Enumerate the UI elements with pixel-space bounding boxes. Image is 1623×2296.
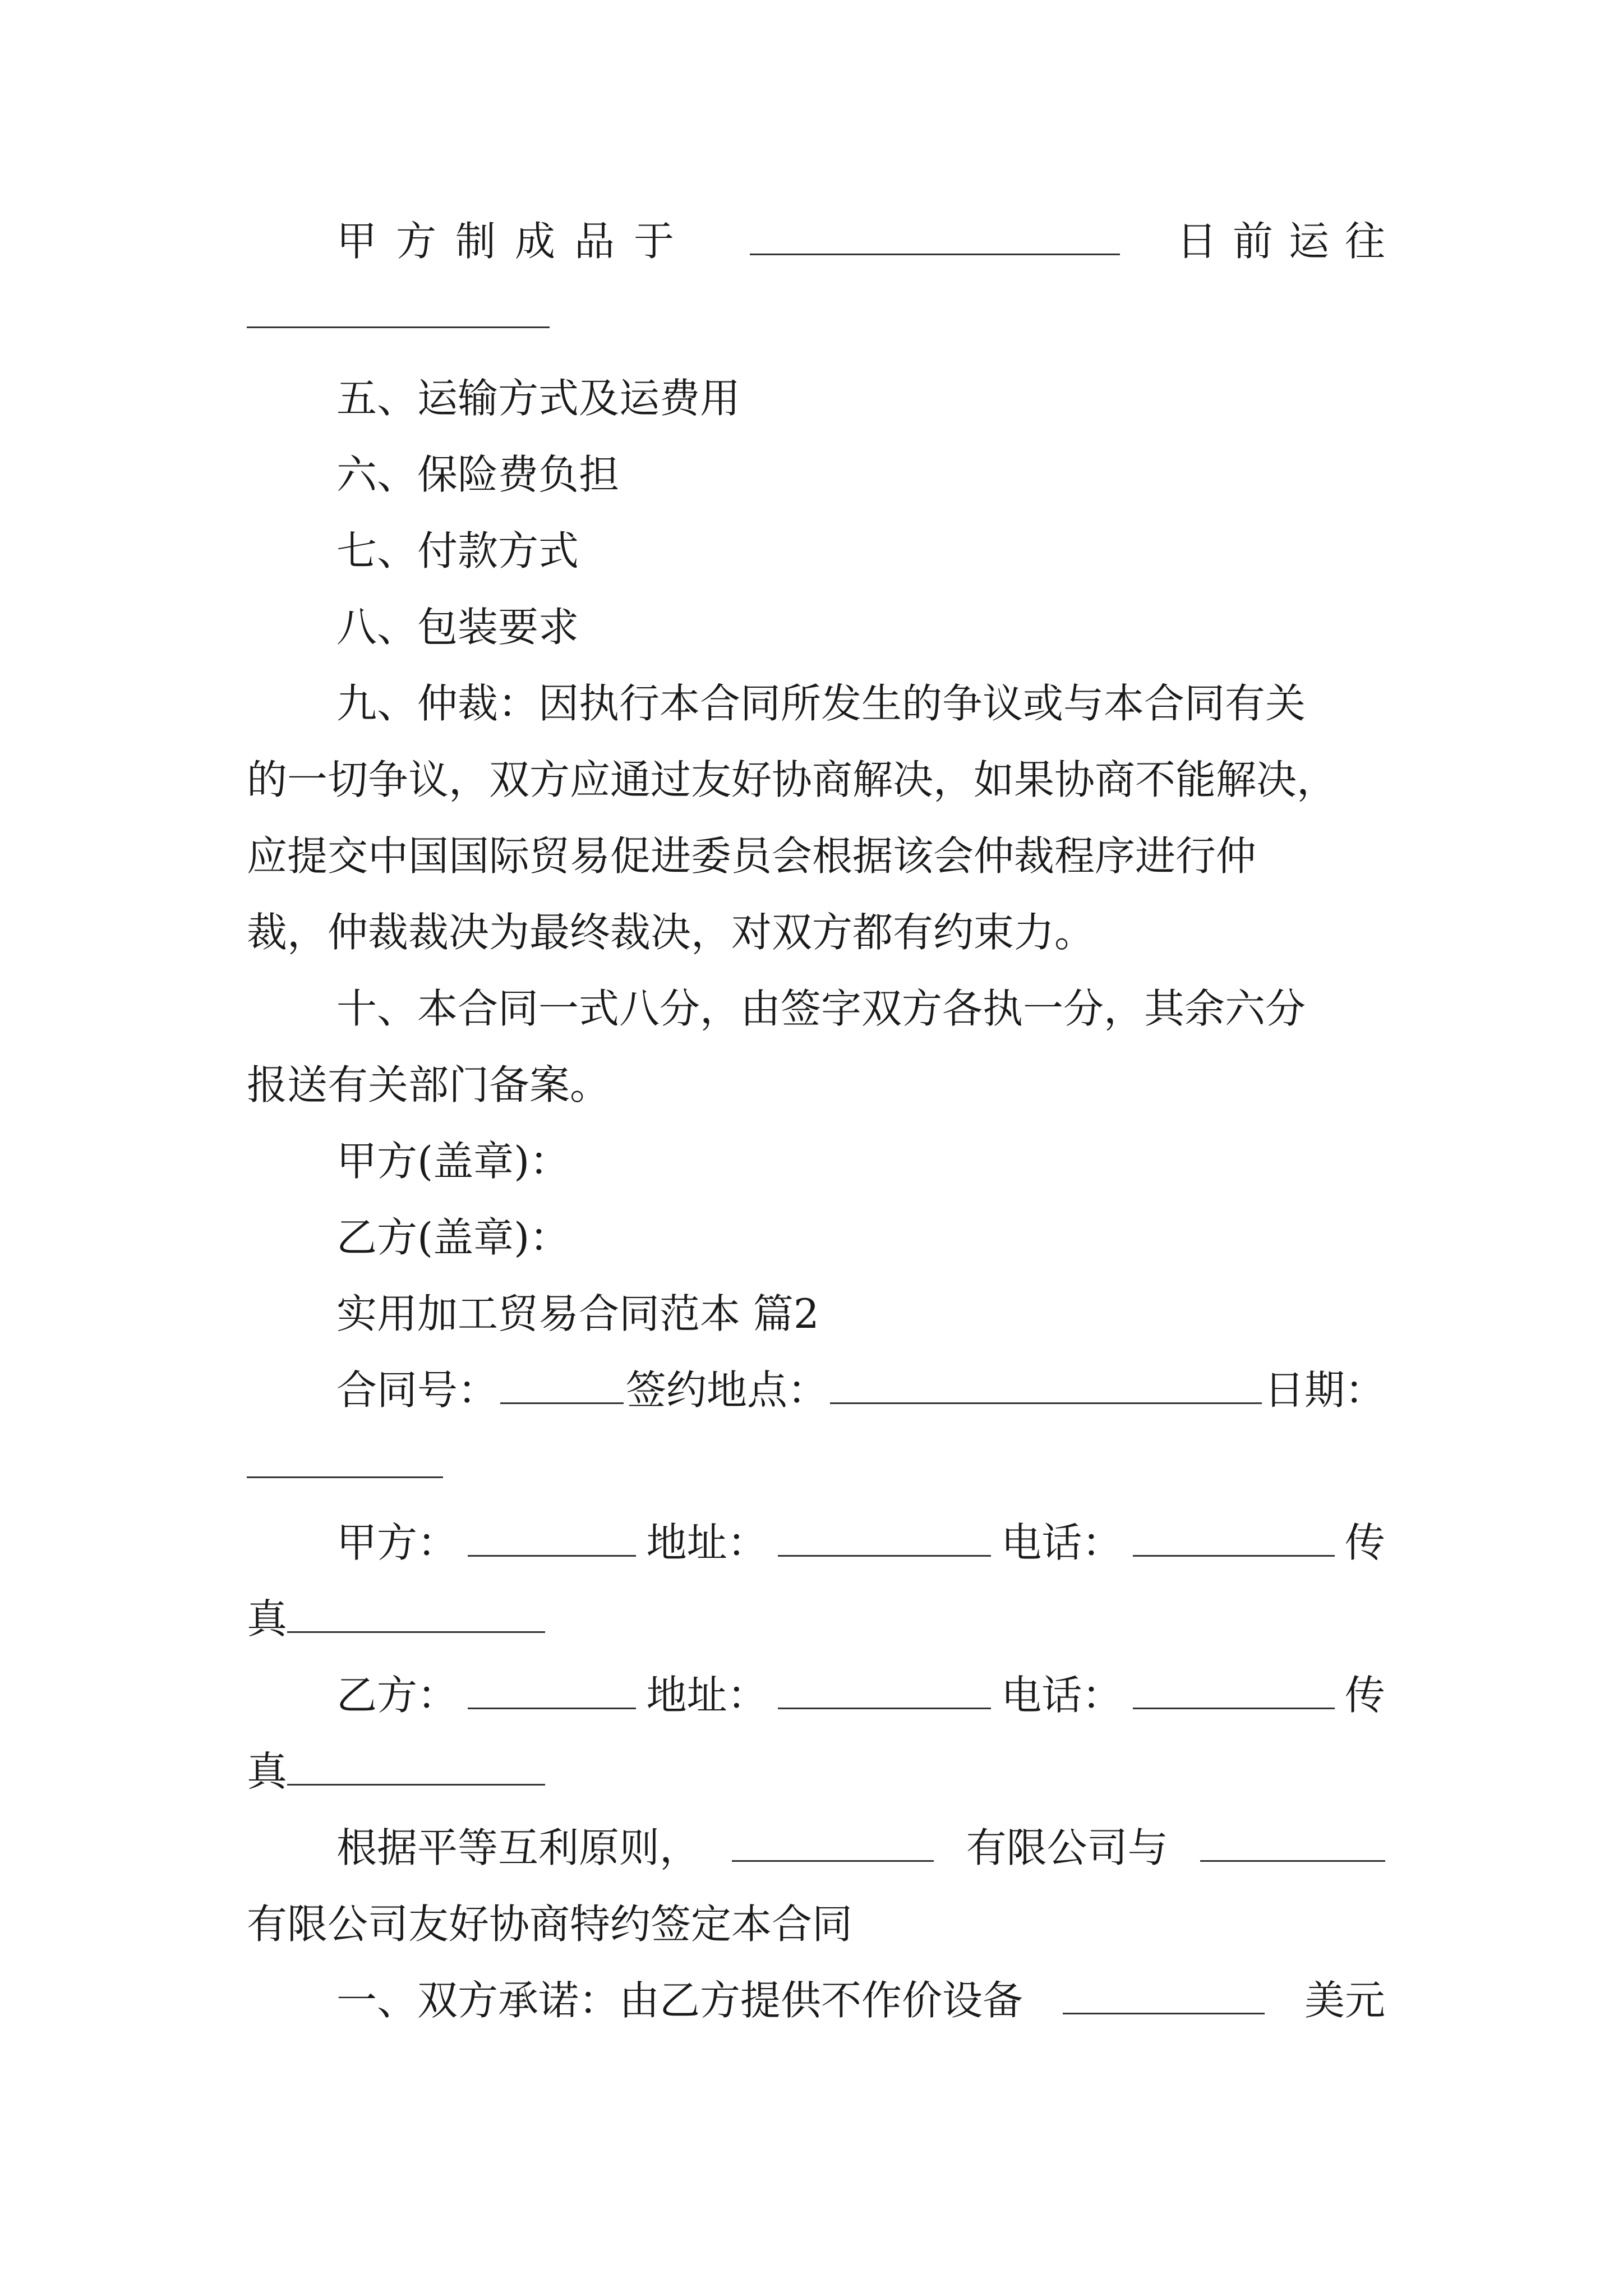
party-b-address-label: 地址： bbox=[646, 1672, 768, 1719]
date-line bbox=[247, 1436, 1385, 1492]
clause-1-text: 一、双方承诺：由乙方提供不作价设备 bbox=[336, 1977, 1023, 2024]
party-a-label: 甲方： bbox=[336, 1519, 458, 1566]
party-b-fax-label-2: 真 bbox=[247, 1748, 288, 1795]
party-b-label: 乙方： bbox=[336, 1672, 458, 1719]
delivery-text: 甲方制成品于 bbox=[336, 218, 694, 265]
delivery-destination-line bbox=[247, 286, 1385, 342]
basis-line-2: 有限公司友好协商特约签定本合同 bbox=[247, 1901, 853, 1948]
basis-text-2: 有限公司与 bbox=[966, 1824, 1168, 1871]
clause-9-line-1: 九、仲裁：因执行本合同所发生的争议或与本合同有关 bbox=[336, 680, 1306, 727]
party-b-fax-blank bbox=[287, 1743, 545, 1786]
clause-10-line-1: 十、本合同一式八分，由签字双方各执一分，其余六分 bbox=[336, 985, 1306, 1032]
party-b-phone-label: 电话： bbox=[1001, 1672, 1123, 1719]
party-a-name-blank bbox=[468, 1515, 636, 1557]
clause-9-line-2: 的一切争议，双方应通过友好协商解决，如果协商不能解决， bbox=[247, 756, 1338, 803]
currency-label: 美元 bbox=[1304, 1977, 1385, 2024]
clause-7: 七、付款方式 bbox=[336, 527, 579, 574]
clause-8: 八、包装要求 bbox=[336, 604, 579, 651]
sign-place-blank bbox=[830, 1362, 1262, 1404]
basis-line-1 bbox=[336, 1820, 1385, 1876]
party-b-name-blank bbox=[468, 1667, 636, 1709]
section-title-2: 实用加工贸易合同范本 篇2 bbox=[336, 1290, 819, 1337]
clause-9-line-4: 裁，仲裁裁决为最终裁决，对双方都有约束力。 bbox=[247, 909, 1095, 956]
party-a-fax-blank bbox=[287, 1591, 545, 1633]
equipment-value-blank bbox=[1063, 1972, 1265, 2014]
company-a-blank bbox=[732, 1820, 934, 1862]
party-b-seal: 乙方(盖章)： bbox=[336, 1214, 570, 1261]
clause-6: 六、保险费负担 bbox=[336, 451, 620, 498]
company-b-blank bbox=[1200, 1820, 1385, 1862]
contract-no-blank bbox=[500, 1362, 624, 1404]
party-a-fax-label-2: 真 bbox=[247, 1595, 288, 1642]
sign-place-label: 签约地点： bbox=[626, 1366, 828, 1414]
party-a-line bbox=[336, 1515, 1385, 1571]
delivery-destination-text: 日前运往 bbox=[1176, 218, 1401, 265]
party-b-fax-label-1: 传 bbox=[1344, 1672, 1385, 1719]
contract-info-line bbox=[336, 1362, 1385, 1418]
clause-9-line-3: 应提交中国国际贸易促进委员会根据该会仲裁程序进行仲 bbox=[247, 832, 1257, 880]
party-b-line bbox=[336, 1667, 1385, 1723]
party-b-fax-line bbox=[247, 1743, 1385, 1800]
clause-5: 五、运输方式及运费用 bbox=[336, 375, 741, 422]
party-a-phone-label: 电话： bbox=[1001, 1519, 1123, 1566]
party-a-address-label: 地址： bbox=[646, 1519, 768, 1566]
basis-text-1: 根据平等互利原则， bbox=[336, 1824, 700, 1871]
contract-no-label: 合同号： bbox=[336, 1366, 499, 1414]
party-a-seal: 甲方(盖章)： bbox=[336, 1138, 570, 1185]
party-a-phone-blank bbox=[1133, 1515, 1335, 1557]
party-a-address-blank bbox=[778, 1515, 991, 1557]
clause-10-line-2: 报送有关部门备案。 bbox=[247, 1061, 611, 1108]
date-label: 日期： bbox=[1264, 1366, 1385, 1414]
party-a-fax-line bbox=[247, 1591, 1385, 1647]
delivery-date-blank bbox=[750, 213, 1120, 255]
party-a-fax-label-1: 传 bbox=[1344, 1519, 1385, 1566]
clause-1-line bbox=[336, 1972, 1385, 2028]
party-b-phone-blank bbox=[1133, 1667, 1335, 1709]
delivery-destination-blank bbox=[247, 286, 550, 328]
party-b-address-blank bbox=[778, 1667, 991, 1709]
delivery-line bbox=[336, 213, 1401, 269]
date-blank bbox=[247, 1436, 443, 1478]
